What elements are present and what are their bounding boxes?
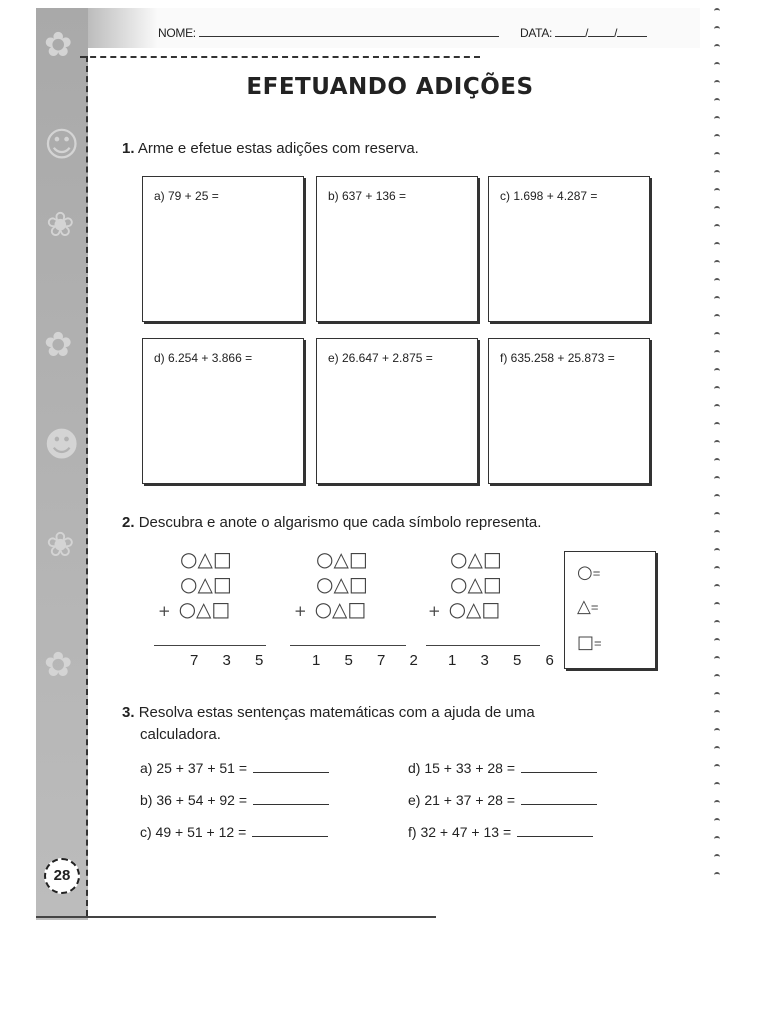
sentence-label: a) 25 + 37 + 51 = (140, 760, 248, 776)
symbol-row: ○△□ (314, 597, 367, 621)
key-equals: = (590, 599, 599, 615)
sentence-label: d) 15 + 33 + 28 = (408, 760, 516, 776)
symbol-sum-2 (294, 547, 368, 624)
question-text: Descubra e anote o algarismo que cada símbolo representa. (138, 514, 542, 531)
key-circle[interactable] (577, 562, 600, 583)
sum-result: 7 3 5 (190, 652, 274, 669)
binding-ring (714, 818, 720, 823)
binding-ring (714, 386, 720, 391)
binding-ring (714, 530, 720, 535)
symbol-row: ○△□ (180, 547, 232, 571)
answer-blank[interactable] (521, 768, 597, 773)
binding-ring (714, 656, 720, 661)
binding-ring (714, 350, 720, 355)
symbol-row: ○△□ (316, 572, 368, 596)
sentence-label: b) 36 + 54 + 92 = (140, 792, 248, 808)
binding-ring (714, 476, 720, 481)
sentence-label: e) 21 + 37 + 28 = (408, 792, 516, 808)
binding-ring (714, 368, 720, 373)
binding-ring (714, 836, 720, 841)
sum-line (290, 645, 406, 646)
answer-blank[interactable] (517, 832, 593, 837)
binding-ring (714, 404, 720, 409)
date-separator: / (614, 26, 618, 40)
binding-ring (714, 602, 720, 607)
question-number: 3. (122, 704, 135, 721)
answer-box-b[interactable] (316, 176, 478, 322)
answer-blank[interactable] (252, 832, 328, 837)
dashed-border-left (86, 56, 88, 916)
question-text-continued: calculadora. (140, 726, 221, 743)
binding-ring (714, 458, 720, 463)
binding-ring (714, 710, 720, 715)
exercise-label: d) 6.254 + 3.866 = (154, 351, 253, 365)
answer-blank[interactable] (253, 800, 329, 805)
binding-ring (714, 548, 720, 553)
exercise-label: e) 26.647 + 2.875 = (328, 351, 433, 365)
answer-blank[interactable] (253, 768, 329, 773)
sum-line (426, 645, 540, 646)
symbol-row: ○△□ (448, 597, 501, 621)
binding-ring (714, 296, 720, 301)
binding-ring (714, 314, 720, 319)
date-separator: / (585, 26, 589, 40)
binding-ring (714, 692, 720, 697)
ring-binding-icon (710, 8, 728, 908)
decorative-sidebar (36, 8, 88, 920)
binding-ring (714, 278, 720, 283)
plus-sign: + (294, 602, 307, 620)
binding-ring (714, 782, 720, 787)
sentence-label: f) 32 + 47 + 13 = (408, 824, 512, 840)
sentence-f[interactable] (408, 824, 593, 840)
symbol-sum-3 (428, 547, 502, 624)
plus-sign: + (428, 602, 441, 620)
binding-ring (714, 80, 720, 85)
binding-ring (714, 260, 720, 265)
binding-ring (714, 152, 720, 157)
binding-ring (714, 116, 720, 121)
binding-ring (714, 746, 720, 751)
answer-box-e[interactable] (316, 338, 478, 484)
exercise-label: a) 79 + 25 = (154, 189, 219, 203)
binding-ring (714, 566, 720, 571)
symbol-row: ○△□ (450, 572, 502, 596)
question-1 (122, 140, 419, 157)
sum-line (154, 645, 266, 646)
question-3 (122, 704, 535, 721)
circle-icon: ○ (577, 562, 593, 583)
binding-ring (714, 638, 720, 643)
binding-ring (714, 494, 720, 499)
question-text: Arme e efetue estas adições com reserva. (137, 140, 419, 157)
symbol-row: ○△□ (450, 547, 502, 571)
date-day-blank[interactable] (555, 26, 585, 37)
answer-blank[interactable] (521, 800, 597, 805)
flower-icon: ✿ (44, 645, 73, 685)
binding-ring (714, 764, 720, 769)
question-text: Resolva estas sentenças matemáticas com a ajuda de uma (138, 704, 535, 721)
key-equals: = (594, 635, 602, 651)
binding-ring (714, 206, 720, 211)
triangle-icon: △ (577, 596, 591, 617)
answer-box-c[interactable] (488, 176, 650, 322)
sentence-e[interactable] (408, 792, 597, 808)
square-icon: □ (577, 632, 595, 653)
sentence-a[interactable] (140, 760, 329, 776)
binding-ring (714, 728, 720, 733)
bottom-rule (36, 916, 436, 918)
exercise-label: c) 1.698 + 4.287 = (500, 189, 598, 203)
answer-box-d[interactable] (142, 338, 304, 484)
binding-ring (714, 332, 720, 337)
header-curve (88, 8, 158, 48)
sum-result: 1 5 7 2 (312, 652, 428, 669)
symbol-sum-1 (158, 547, 232, 624)
flower-icon: ❀ (46, 205, 75, 245)
binding-ring (714, 422, 720, 427)
flower-icon: ✿ (44, 325, 73, 365)
binding-ring (714, 188, 720, 193)
plus-sign: + (158, 602, 171, 620)
binding-ring (714, 8, 720, 13)
binding-ring (714, 584, 720, 589)
binding-ring (714, 512, 720, 517)
key-square[interactable] (577, 632, 602, 653)
dashed-border-top (80, 56, 480, 58)
exercise-label: f) 635.258 + 25.873 = (500, 351, 615, 365)
binding-ring (714, 242, 720, 247)
question-number: 2. (122, 514, 135, 531)
binding-ring (714, 854, 720, 859)
flower-icon: ❀ (46, 525, 75, 565)
answer-box-a[interactable] (142, 176, 304, 322)
binding-ring (714, 134, 720, 139)
binding-ring (714, 620, 720, 625)
binding-ring (714, 44, 720, 49)
date-field[interactable] (520, 26, 647, 40)
sentence-label: c) 49 + 51 + 12 = (140, 824, 247, 840)
name-label: NOME: (158, 26, 196, 40)
binding-ring (714, 674, 720, 679)
name-blank[interactable] (199, 26, 499, 37)
binding-ring (714, 62, 720, 67)
binding-ring (714, 224, 720, 229)
question-2 (122, 514, 541, 531)
page-title: EFETUANDO ADIÇÕES (246, 74, 534, 100)
smiley-icon: ☻ (44, 425, 80, 465)
binding-ring (714, 440, 720, 445)
question-number: 1. (122, 140, 135, 157)
sentence-d[interactable] (408, 760, 597, 776)
date-month-blank[interactable] (588, 26, 614, 37)
symbol-row: ○△□ (178, 597, 231, 621)
key-equals: = (592, 565, 601, 581)
binding-ring (714, 98, 720, 103)
date-year-blank[interactable] (617, 26, 647, 37)
name-field[interactable] (158, 26, 499, 40)
binding-ring (714, 170, 720, 175)
sum-result: 1 3 5 6 (448, 652, 564, 669)
page-number: 28 (44, 858, 80, 894)
date-label: DATA: (520, 26, 553, 40)
binding-ring (714, 800, 720, 805)
flower-icon: ✿ (44, 25, 73, 65)
exercise-label: b) 637 + 136 = (328, 189, 407, 203)
key-triangle[interactable] (577, 596, 598, 617)
smiley-icon: ☺ (44, 125, 80, 165)
symbol-key-box[interactable] (564, 551, 656, 669)
symbol-row: ○△□ (180, 572, 232, 596)
symbol-row: ○△□ (316, 547, 368, 571)
binding-ring (714, 872, 720, 877)
answer-box-f[interactable] (488, 338, 650, 484)
binding-ring (714, 26, 720, 31)
sentence-c[interactable] (140, 824, 328, 840)
sentence-b[interactable] (140, 792, 329, 808)
